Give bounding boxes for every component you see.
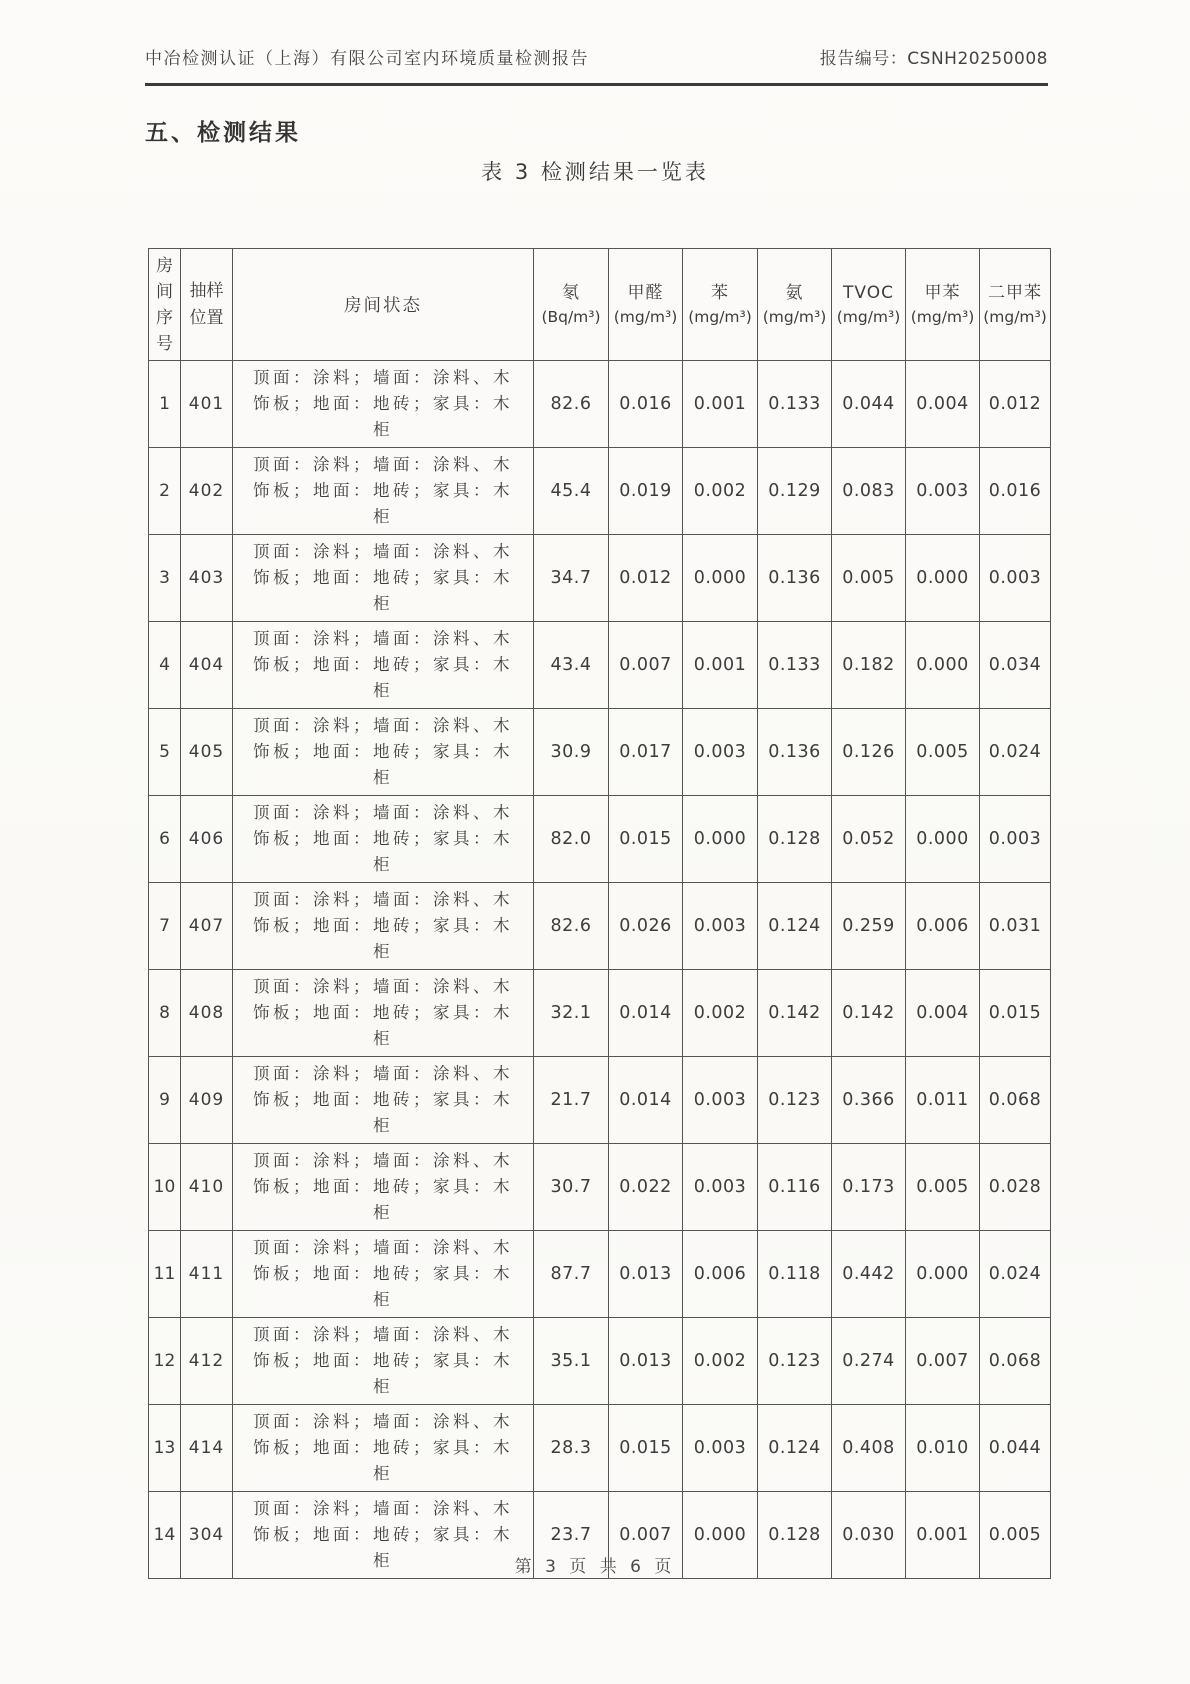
cell-xylene: 0.028 xyxy=(980,1144,1051,1231)
cell-xylene: 0.003 xyxy=(980,796,1051,883)
table-row xyxy=(149,1057,1051,1144)
cell-room-no: 10 xyxy=(149,1144,181,1231)
cell-toluene: 0.007 xyxy=(906,1318,980,1405)
cell-formaldehyde: 0.019 xyxy=(609,448,683,535)
cell-xylene: 0.024 xyxy=(980,709,1051,796)
col-header-tvoc: TVOC (mg/m³) xyxy=(832,249,906,361)
cell-ammonia: 0.124 xyxy=(758,883,832,970)
col-header-room-no: 房间序号 xyxy=(149,249,181,361)
cell-tvoc: 0.408 xyxy=(832,1405,906,1492)
cell-toluene: 0.000 xyxy=(906,796,980,883)
cell-radon: 30.7 xyxy=(534,1144,609,1231)
table-row xyxy=(149,622,1051,709)
cell-tvoc: 0.173 xyxy=(832,1144,906,1231)
cell-formaldehyde: 0.015 xyxy=(609,1405,683,1492)
table-row xyxy=(149,1318,1051,1405)
cell-tvoc: 0.142 xyxy=(832,970,906,1057)
cell-xylene: 0.005 xyxy=(980,1492,1051,1579)
table-row xyxy=(149,448,1051,535)
cell-ammonia: 0.124 xyxy=(758,1405,832,1492)
cell-tvoc: 0.030 xyxy=(832,1492,906,1579)
cell-sampling-location: 402 xyxy=(181,448,233,535)
cell-tvoc: 0.259 xyxy=(832,883,906,970)
cell-radon: 82.6 xyxy=(534,361,609,448)
cell-benzene: 0.003 xyxy=(683,1405,758,1492)
table-row xyxy=(149,1405,1051,1492)
col-header-sampling-location: 抽样位置 xyxy=(181,249,233,361)
cell-radon: 30.9 xyxy=(534,709,609,796)
cell-xylene: 0.016 xyxy=(980,448,1051,535)
cell-tvoc: 0.044 xyxy=(832,361,906,448)
cell-room-no: 1 xyxy=(149,361,181,448)
cell-radon: 32.1 xyxy=(534,970,609,1057)
cell-benzene: 0.003 xyxy=(683,883,758,970)
cell-sampling-location: 408 xyxy=(181,970,233,1057)
cell-formaldehyde: 0.015 xyxy=(609,796,683,883)
cell-room-no: 6 xyxy=(149,796,181,883)
cell-ammonia: 0.133 xyxy=(758,622,832,709)
cell-room-status: 顶面：涂料；墙面：涂料、木 饰板；地面：地砖；家具：木 柜 xyxy=(233,883,534,970)
cell-benzene: 0.002 xyxy=(683,1318,758,1405)
cell-xylene: 0.044 xyxy=(980,1405,1051,1492)
cell-tvoc: 0.442 xyxy=(832,1231,906,1318)
cell-xylene: 0.031 xyxy=(980,883,1051,970)
cell-room-status: 顶面：涂料；墙面：涂料、木 饰板；地面：地砖；家具：木 柜 xyxy=(233,709,534,796)
cell-ammonia: 0.123 xyxy=(758,1057,832,1144)
cell-benzene: 0.001 xyxy=(683,361,758,448)
cell-radon: 87.7 xyxy=(534,1231,609,1318)
cell-ammonia: 0.123 xyxy=(758,1318,832,1405)
cell-sampling-location: 304 xyxy=(181,1492,233,1579)
cell-radon: 82.0 xyxy=(534,796,609,883)
cell-room-status: 顶面：涂料；墙面：涂料、木 饰板；地面：地砖；家具：木 柜 xyxy=(233,361,534,448)
section-title: 五、检测结果 xyxy=(145,120,301,146)
cell-room-no: 2 xyxy=(149,448,181,535)
cell-benzene: 0.002 xyxy=(683,970,758,1057)
cell-room-no: 3 xyxy=(149,535,181,622)
cell-radon: 82.6 xyxy=(534,883,609,970)
cell-sampling-location: 404 xyxy=(181,622,233,709)
col-header-radon: 氡 (Bq/m³) xyxy=(534,249,609,361)
cell-room-no: 9 xyxy=(149,1057,181,1144)
cell-ammonia: 0.136 xyxy=(758,709,832,796)
cell-tvoc: 0.126 xyxy=(832,709,906,796)
cell-room-no: 11 xyxy=(149,1231,181,1318)
cell-toluene: 0.006 xyxy=(906,883,980,970)
cell-formaldehyde: 0.017 xyxy=(609,709,683,796)
cell-radon: 35.1 xyxy=(534,1318,609,1405)
table-row xyxy=(149,1231,1051,1318)
cell-benzene: 0.000 xyxy=(683,796,758,883)
cell-room-status: 顶面：涂料；墙面：涂料、木 饰板；地面：地砖；家具：木 柜 xyxy=(233,1318,534,1405)
cell-tvoc: 0.005 xyxy=(832,535,906,622)
cell-formaldehyde: 0.026 xyxy=(609,883,683,970)
cell-room-status: 顶面：涂料；墙面：涂料、木 饰板；地面：地砖；家具：木 柜 xyxy=(233,970,534,1057)
table-row xyxy=(149,1144,1051,1231)
cell-room-status: 顶面：涂料；墙面：涂料、木 饰板；地面：地砖；家具：木 柜 xyxy=(233,796,534,883)
cell-toluene: 0.003 xyxy=(906,448,980,535)
cell-xylene: 0.068 xyxy=(980,1318,1051,1405)
table-row xyxy=(149,796,1051,883)
report-number: 报告编号：CSNH20250008 xyxy=(819,49,1048,69)
cell-radon: 21.7 xyxy=(534,1057,609,1144)
cell-tvoc: 0.083 xyxy=(832,448,906,535)
table-row xyxy=(149,535,1051,622)
cell-benzene: 0.003 xyxy=(683,1144,758,1231)
cell-ammonia: 0.116 xyxy=(758,1144,832,1231)
cell-ammonia: 0.118 xyxy=(758,1231,832,1318)
cell-xylene: 0.012 xyxy=(980,361,1051,448)
cell-ammonia: 0.133 xyxy=(758,361,832,448)
cell-toluene: 0.005 xyxy=(906,1144,980,1231)
cell-ammonia: 0.128 xyxy=(758,796,832,883)
cell-radon: 23.7 xyxy=(534,1492,609,1579)
cell-formaldehyde: 0.022 xyxy=(609,1144,683,1231)
cell-toluene: 0.005 xyxy=(906,709,980,796)
cell-benzene: 0.003 xyxy=(683,709,758,796)
cell-formaldehyde: 0.014 xyxy=(609,970,683,1057)
cell-sampling-location: 409 xyxy=(181,1057,233,1144)
cell-xylene: 0.024 xyxy=(980,1231,1051,1318)
cell-sampling-location: 407 xyxy=(181,883,233,970)
cell-formaldehyde: 0.013 xyxy=(609,1318,683,1405)
cell-room-no: 14 xyxy=(149,1492,181,1579)
cell-formaldehyde: 0.012 xyxy=(609,535,683,622)
cell-benzene: 0.000 xyxy=(683,1492,758,1579)
cell-sampling-location: 414 xyxy=(181,1405,233,1492)
cell-sampling-location: 401 xyxy=(181,361,233,448)
cell-room-status: 顶面：涂料；墙面：涂料、木 饰板；地面：地砖；家具：木 柜 xyxy=(233,1144,534,1231)
cell-benzene: 0.006 xyxy=(683,1231,758,1318)
col-header-room-status: 房间状态 xyxy=(233,249,534,361)
cell-formaldehyde: 0.014 xyxy=(609,1057,683,1144)
cell-radon: 45.4 xyxy=(534,448,609,535)
cell-sampling-location: 403 xyxy=(181,535,233,622)
cell-room-no: 12 xyxy=(149,1318,181,1405)
cell-tvoc: 0.274 xyxy=(832,1318,906,1405)
cell-room-status: 顶面：涂料；墙面：涂料、木 饰板；地面：地砖；家具：木 柜 xyxy=(233,1405,534,1492)
cell-radon: 34.7 xyxy=(534,535,609,622)
cell-room-status: 顶面：涂料；墙面：涂料、木 饰板；地面：地砖；家具：木 柜 xyxy=(233,448,534,535)
col-header-xylene: 二甲苯 (mg/m³) xyxy=(980,249,1051,361)
cell-sampling-location: 412 xyxy=(181,1318,233,1405)
col-header-benzene: 苯 (mg/m³) xyxy=(683,249,758,361)
cell-toluene: 0.011 xyxy=(906,1057,980,1144)
col-header-ammonia: 氨 (mg/m³) xyxy=(758,249,832,361)
cell-room-status: 顶面：涂料；墙面：涂料、木 饰板；地面：地砖；家具：木 柜 xyxy=(233,535,534,622)
cell-ammonia: 0.128 xyxy=(758,1492,832,1579)
cell-room-status: 顶面：涂料；墙面：涂料、木 饰板；地面：地砖；家具：木 柜 xyxy=(233,1492,534,1579)
cell-formaldehyde: 0.016 xyxy=(609,361,683,448)
cell-room-no: 4 xyxy=(149,622,181,709)
cell-formaldehyde: 0.007 xyxy=(609,622,683,709)
cell-sampling-location: 411 xyxy=(181,1231,233,1318)
cell-toluene: 0.000 xyxy=(906,535,980,622)
cell-toluene: 0.000 xyxy=(906,622,980,709)
cell-xylene: 0.015 xyxy=(980,970,1051,1057)
cell-benzene: 0.001 xyxy=(683,622,758,709)
document-header-title: 中冶检测认证（上海）有限公司室内环境质量检测报告 xyxy=(145,49,589,69)
cell-xylene: 0.034 xyxy=(980,622,1051,709)
cell-toluene: 0.000 xyxy=(906,1231,980,1318)
table-body xyxy=(149,361,1051,1579)
cell-benzene: 0.002 xyxy=(683,448,758,535)
results-table xyxy=(148,248,1051,1579)
cell-sampling-location: 406 xyxy=(181,796,233,883)
cell-benzene: 0.003 xyxy=(683,1057,758,1144)
table-row xyxy=(149,709,1051,796)
cell-ammonia: 0.136 xyxy=(758,535,832,622)
cell-toluene: 0.004 xyxy=(906,970,980,1057)
cell-tvoc: 0.366 xyxy=(832,1057,906,1144)
cell-room-no: 7 xyxy=(149,883,181,970)
cell-radon: 28.3 xyxy=(534,1405,609,1492)
cell-room-status: 顶面：涂料；墙面：涂料、木 饰板；地面：地砖；家具：木 柜 xyxy=(233,622,534,709)
cell-room-status: 顶面：涂料；墙面：涂料、木 饰板；地面：地砖；家具：木 柜 xyxy=(233,1231,534,1318)
table-caption: 表 3 检测结果一览表 xyxy=(481,160,709,184)
cell-xylene: 0.003 xyxy=(980,535,1051,622)
cell-room-no: 8 xyxy=(149,970,181,1057)
cell-radon: 43.4 xyxy=(534,622,609,709)
cell-ammonia: 0.129 xyxy=(758,448,832,535)
page-number: 第 3 页 共 6 页 xyxy=(514,1557,676,1577)
col-header-toluene: 甲苯 (mg/m³) xyxy=(906,249,980,361)
cell-formaldehyde: 0.013 xyxy=(609,1231,683,1318)
cell-sampling-location: 410 xyxy=(181,1144,233,1231)
table-row xyxy=(149,883,1051,970)
cell-benzene: 0.000 xyxy=(683,535,758,622)
table-header-row xyxy=(149,249,1051,361)
cell-toluene: 0.001 xyxy=(906,1492,980,1579)
table-row xyxy=(149,361,1051,448)
document-header xyxy=(145,44,1048,86)
cell-room-status: 顶面：涂料；墙面：涂料、木 饰板；地面：地砖；家具：木 柜 xyxy=(233,1057,534,1144)
cell-tvoc: 0.182 xyxy=(832,622,906,709)
cell-ammonia: 0.142 xyxy=(758,970,832,1057)
table-row xyxy=(149,970,1051,1057)
cell-xylene: 0.068 xyxy=(980,1057,1051,1144)
cell-toluene: 0.010 xyxy=(906,1405,980,1492)
col-header-formaldehyde: 甲醛 (mg/m³) xyxy=(609,249,683,361)
cell-sampling-location: 405 xyxy=(181,709,233,796)
cell-toluene: 0.004 xyxy=(906,361,980,448)
cell-room-no: 13 xyxy=(149,1405,181,1492)
cell-tvoc: 0.052 xyxy=(832,796,906,883)
cell-room-no: 5 xyxy=(149,709,181,796)
cell-formaldehyde: 0.007 xyxy=(609,1492,683,1579)
